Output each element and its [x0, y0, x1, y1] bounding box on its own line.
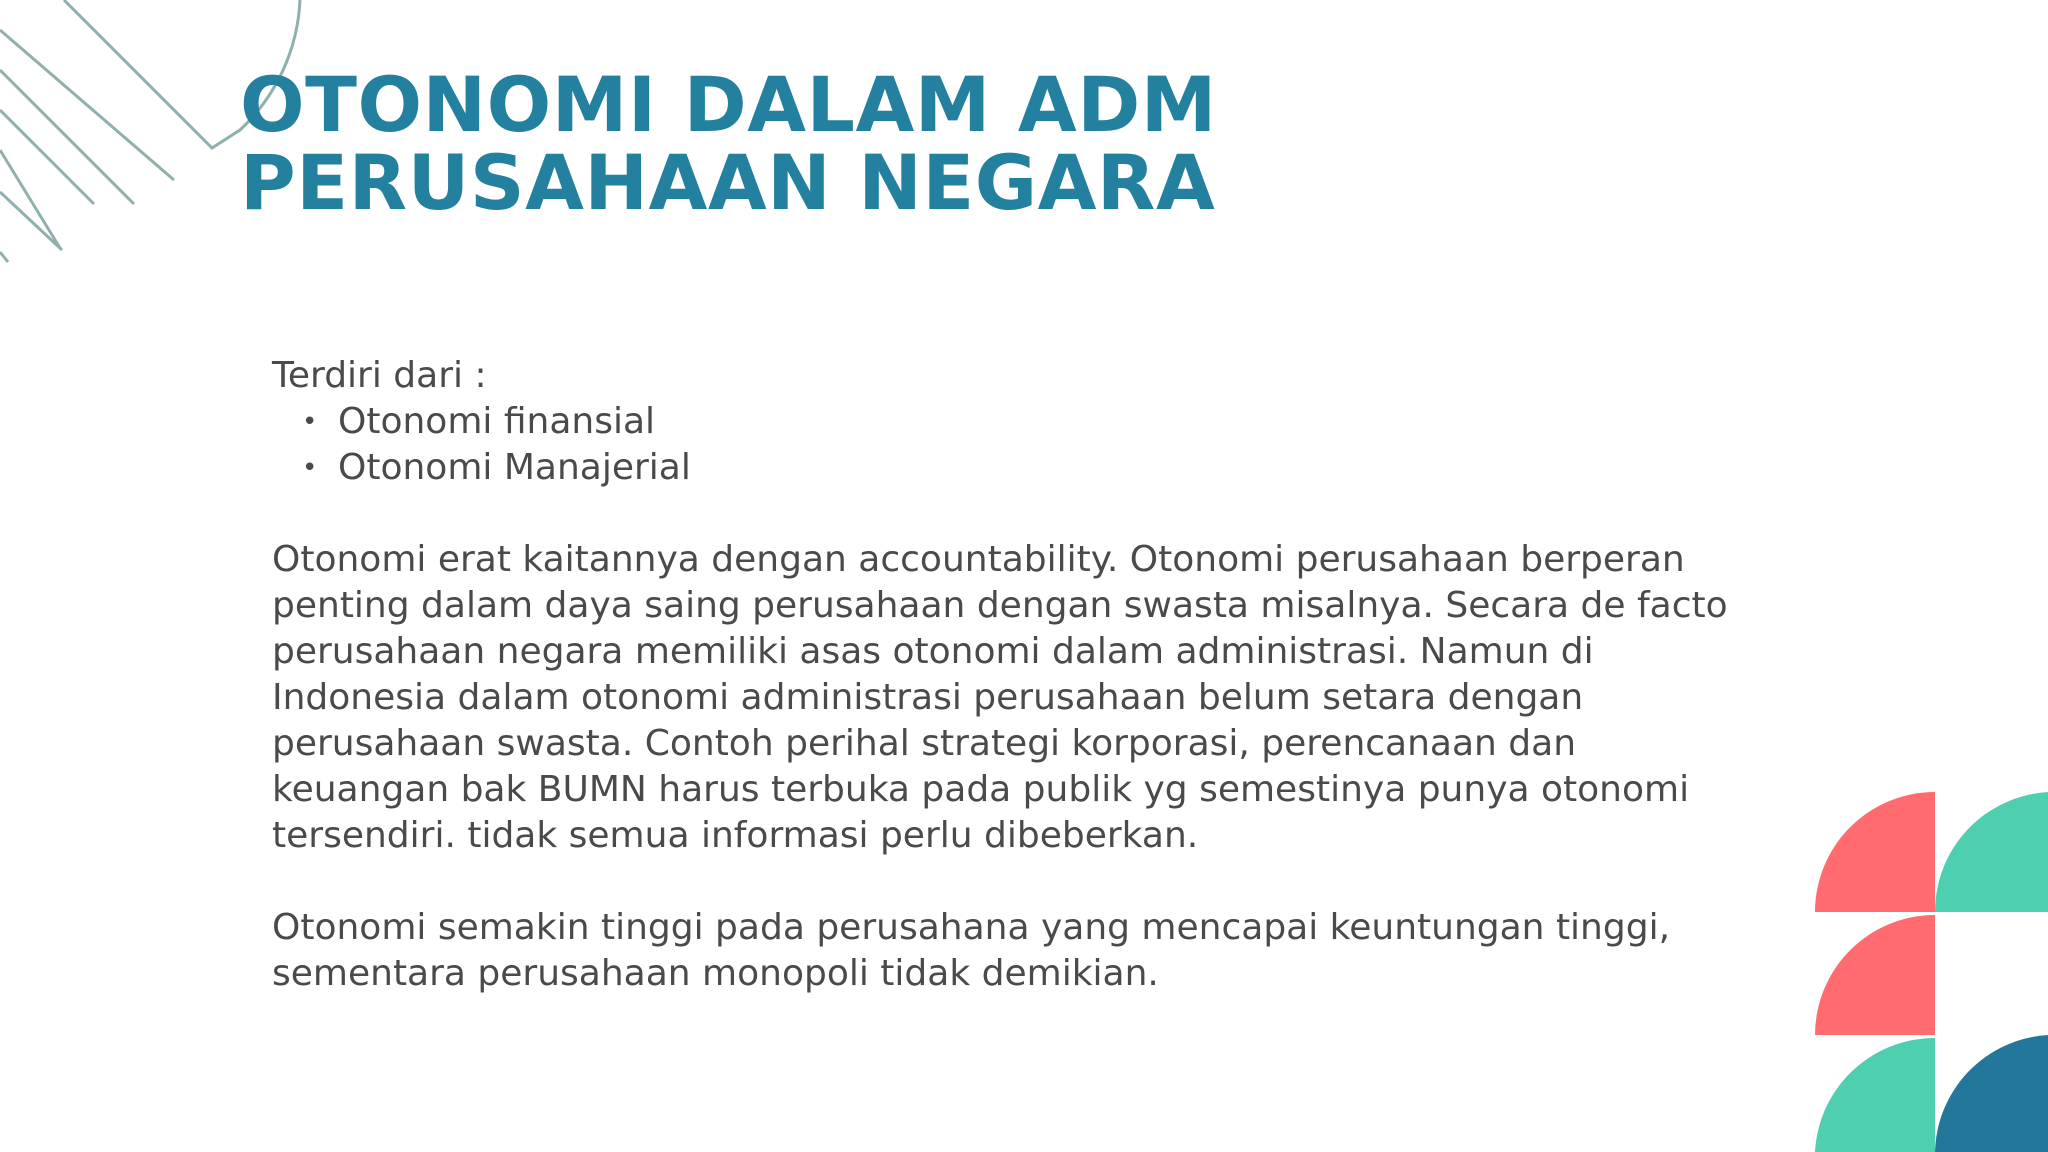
coral-quarter-circle-middle: [1815, 915, 1935, 1035]
intro-text: Terdiri dari :: [272, 355, 487, 396]
slide-title: OTONOMI DALAM ADM PERUSAHAAN NEGARA: [240, 60, 1217, 227]
blue-quarter-circle-bottom: [1935, 1035, 2048, 1152]
bullet-item: • Otonomi Manajerial: [272, 445, 1732, 491]
teal-quarter-circle-bottom: [1815, 1038, 1935, 1152]
teal-quarter-circle-top: [1935, 792, 2048, 912]
bullet-list: [272, 399, 1732, 491]
paragraph-profitability: Otonomi semakin tinggi pada perusahana yang mencapai keuntungan tinggi, sementara perusahaan monopoli tidak demikian.: [272, 907, 1671, 994]
quarter-circle-decoration: [1800, 780, 2048, 1152]
slide-body: [272, 353, 1732, 997]
coral-quarter-circle-top: [1815, 792, 1935, 912]
bullet-item: • Otonomi finansial: [272, 399, 1732, 445]
paragraph-accountability: Otonomi erat kaitannya dengan accountability. Otonomi perusahaan berperan penting dalam daya saing perusahaan dengan swasta misalnya. Secara de facto perusahaan negara memiliki asas otonomi dalam administrasi. Namun di Indonesia dalam otonomi administrasi perusahaan belum setara dengan perusahaan swasta. Contoh perihal strategi korporasi, perencanaan dan keuangan bak BUMN harus terbuka pada publik yg semestinya punya otonomi tersendiri. tidak semua informasi perlu dibeberkan.: [272, 539, 1728, 856]
